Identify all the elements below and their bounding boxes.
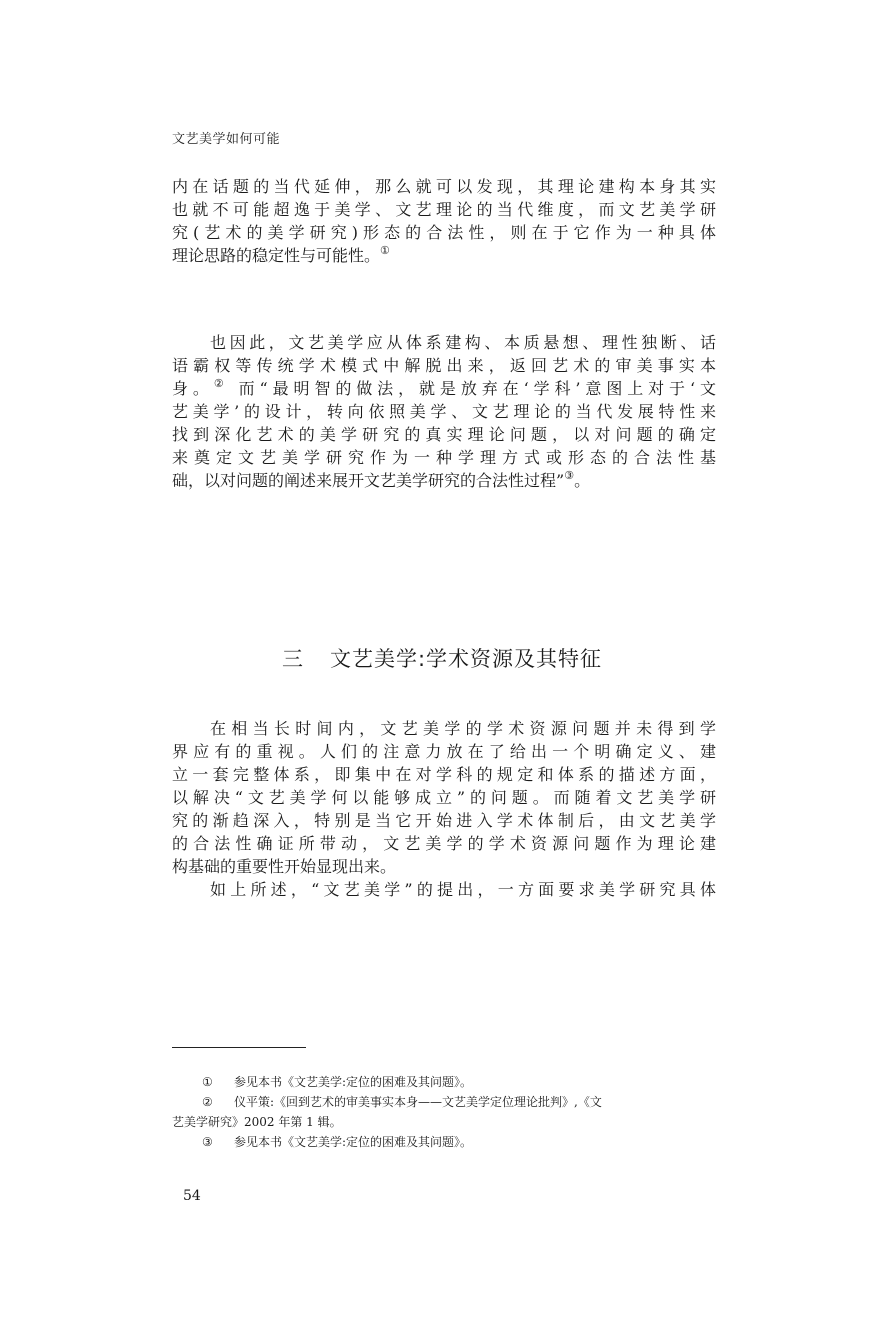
text-fragment: 身。: [172, 379, 214, 398]
text-fragment: 而“最明智的做法，就是放弃在‘学科’意图上对于‘文: [228, 379, 716, 398]
text-fragment: 。: [574, 471, 591, 490]
footnote-number: ①: [202, 1075, 213, 1089]
footnote-ref-2: ②: [213, 377, 229, 390]
text-line: 以解决“文艺美学何以能够成立”的问题。而随着文艺美学研: [172, 788, 716, 807]
footnote-3: [172, 1132, 716, 1152]
text-line: 的合法性确证所带动，文艺美学的学术资源问题作为理论建: [172, 834, 716, 853]
text-line: 界应有的重视。人们的注意力放在了给出一个明确定义、建: [172, 742, 716, 761]
paragraph-3: [172, 716, 716, 900]
section-heading: [0, 643, 884, 673]
section-number: 三: [281, 647, 304, 671]
text-line: 在相当长时间内，文艺美学的学术资源问题并未得到学: [210, 719, 716, 738]
text-line: 立一套完整体系，即集中在对学科的规定和体系的描述方面，: [172, 765, 716, 784]
page-number: 54: [183, 1188, 201, 1204]
text-fragment: 础，以对问题的阐述来展开文艺美学研究的合法性过程”: [172, 471, 565, 490]
footnote-2: [172, 1092, 716, 1112]
text-line: 语霸权等传统学术模式中解脱出来，返回艺术的审美事实本: [172, 356, 716, 375]
footnote-text: 参见本书《文艺美学:定位的困难及其问题》。: [234, 1135, 473, 1149]
paragraph-2: [172, 330, 716, 491]
running-header: 文艺美学如何可能: [172, 132, 281, 147]
paragraph-1: [172, 174, 716, 266]
footnote-ref-3: ③: [564, 469, 575, 482]
text-line: 如上所述，“文艺美学”的提出，一方面要求美学研究具体: [210, 880, 716, 899]
footnote-text: 仪平策:《回到艺术的审美事实本身——文艺美学定位理论批判》,《文: [234, 1095, 602, 1109]
text-line: [172, 243, 716, 266]
text-line: 构基础的重要性开始显现出来。: [172, 857, 397, 876]
text-line: 来奠定文艺美学研究作为一种学理方式或形态的合法性基: [172, 448, 716, 467]
text-line: 也因此，文艺美学应从体系建构、本质悬想、理性独断、话: [210, 333, 716, 352]
text-line: 内在话题的当代延伸，那么就可以发现，其理论建构本身其实: [172, 177, 716, 196]
text-line: 也就不可能超逸于美学、文艺理论的当代维度，而文艺美学研: [172, 200, 716, 219]
footnote-text: 参见本书《文艺美学:定位的困难及其问题》。: [234, 1075, 473, 1089]
footnote-1: [172, 1072, 716, 1092]
footnotes: [172, 1072, 716, 1152]
text-line: [172, 376, 716, 399]
footnote-divider: [172, 1047, 306, 1048]
footnote-number: ②: [202, 1095, 213, 1109]
text-line: 艺美学’的设计，转向依照美学、文艺理论的当代发展特性来: [172, 402, 716, 421]
text-fragment: 理论思路的稳定性与可能性。: [172, 246, 381, 265]
text-line: 究的渐趋深入，特别是当它开始进入学术体制后，由文艺美学: [172, 811, 716, 830]
text-line: [172, 468, 716, 491]
footnote-2-continued: 艺美学研究》2002 年第 1 辑。: [172, 1115, 342, 1129]
text-line: 找到深化艺术的美学研究的真实理论问题，以对问题的确定: [172, 425, 716, 444]
text-line: 究(艺术的美学研究)形态的合法性，则在于它作为一种具体: [172, 223, 716, 242]
footnote-number: ③: [202, 1135, 213, 1149]
footnote-ref-1: ①: [380, 244, 390, 257]
section-title: 文艺美学:学术资源及其特征: [329, 647, 603, 671]
